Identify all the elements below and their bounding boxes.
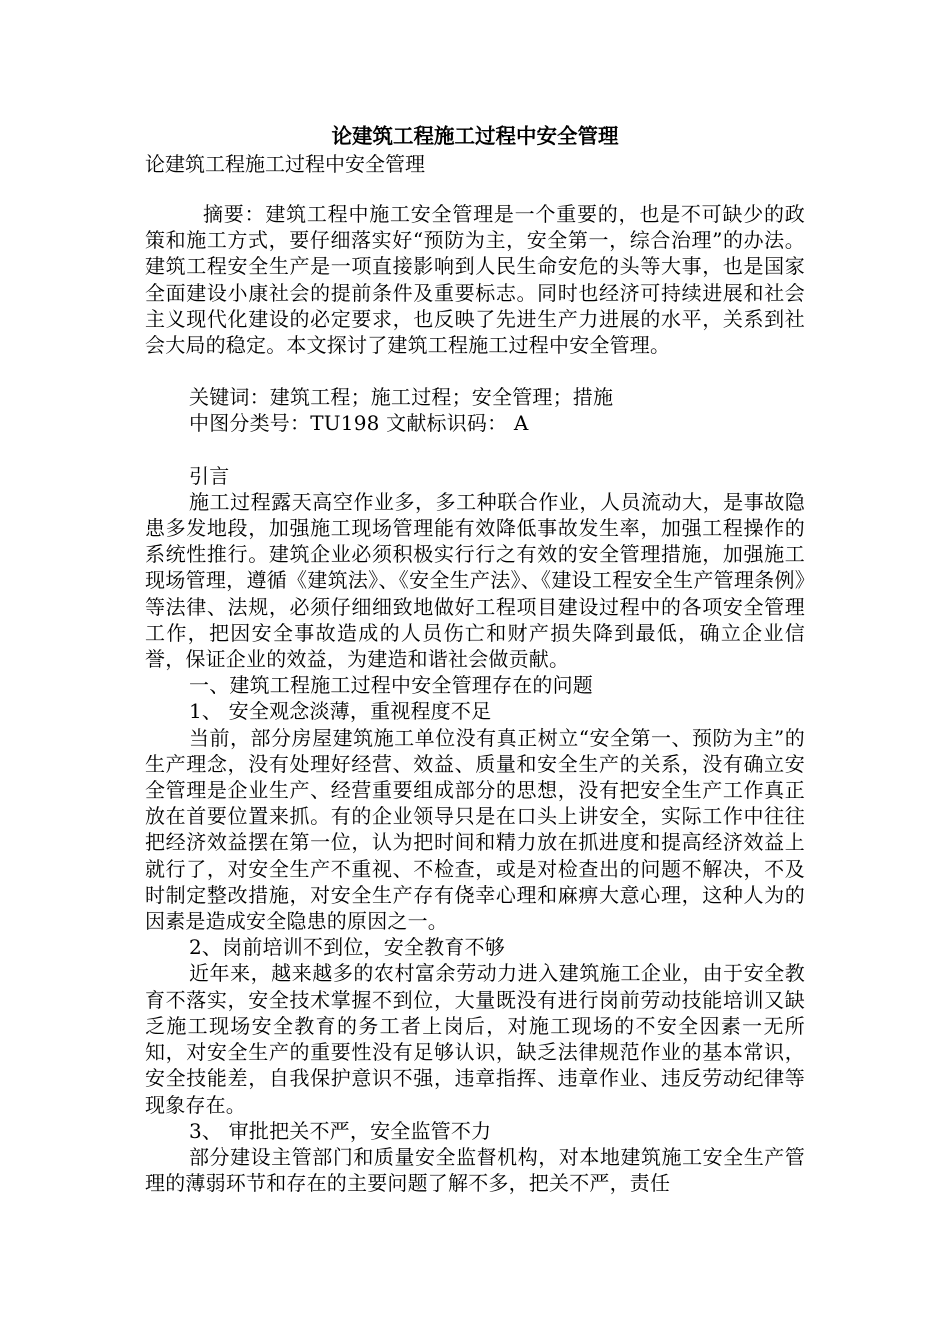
intro-paragraph: 施工过程露天高空作业多，多工种联合作业，人员流动大，是事故隐患多发地段，加强施工现场管理能有效降低事故发生率，加强工程操作的系统性推行。建筑企业必须积极实行行之有效的安全管理措施，加强施工现场管理，遵循《建筑法》、《安全生产法》、《建设工程安全生产管理条例》等法律、法规，必须仔细细致地做好工程项目建设过程中的各项安全管理工作，把因安全事故造成的人员伤亡和财产损失降到最低，确立企业信誉，保证企业的效益，为建造和谐社会做贡献。 <box>145 489 805 672</box>
subsection-heading-1: 1、 安全观念淡薄，重视程度不足 <box>189 699 492 724</box>
spacer <box>145 358 805 384</box>
document-subtitle: 论建筑工程施工过程中安全管理 <box>145 152 425 176</box>
spacer <box>145 437 805 463</box>
document-body <box>145 201 805 1196</box>
abstract-paragraph: 摘要：建筑工程中施工安全管理是一个重要的，也是不可缺少的政策和施工方式，要仔细落实好“预防为主，安全第一，综合治理”的办法。建筑工程安全生产是一项直接影响到人民生命安危的头等大事，也是国家全面建设小康社会的提前条件及重要标志。同时也经济可持续进展和社会主义现代化建设的必定要求，也反映了先进生产力进展的水平，关系到社会大局的稳定。本文探讨了建筑工程施工过程中安全管理。 <box>145 202 805 358</box>
intro-heading: 引言 <box>189 463 230 488</box>
subsection-paragraph-2: 近年来，越来越多的农村富余劳动力进入建筑施工企业，由于安全教育不落实，安全技术掌握不到位，大量既没有进行岗前劳动技能培训又缺乏施工现场安全教育的务工者上岗后，对施工现场的不安全因素一无所知，对安全生产的重要性没有足够认识，缺乏法律规范作业的基本常识，安全技能差，自我保护意识不强，违章指挥、违章作业、违反劳动纪律等现象存在。 <box>145 961 805 1117</box>
subsection-paragraph-1: 当前，部分房屋建筑施工单位没有真正树立“安全第一、预防为主”的生产理念，没有处理好经营、效益、质量和安全生产的关系，没有确立安全管理是企业生产、经营重要组成部分的思想，没有把安全生产工作真正放在首要位置来抓。有的企业领导只是在口头上讲安全，实际工作中往往把经济效益摆在第一位，认为把时间和精力放在抓进度和提高经济效益上就行了，对安全生产不重视、不检查，或是对检查出的问题不解决，不及时制定整改措施，对安全生产存有侥幸心理和麻痹大意心理，这种人为的因素是造成安全隐患的原因之一。 <box>145 725 805 934</box>
subsection-heading-3: 3、 审批把关不严，安全监管不力 <box>189 1118 492 1143</box>
document-title: 论建筑工程施工过程中安全管理 <box>331 124 619 148</box>
keywords-line: 关键词：建筑工程；施工过程；安全管理；措施 <box>189 385 614 410</box>
subsection-paragraph-3: 部分建设主管部门和质量安全监督机构，对本地建筑施工安全生产管理的薄弱环节和存在的主要问题了解不多，把关不严，责任 <box>145 1144 805 1196</box>
section-heading: 一、建筑工程施工过程中安全管理存在的问题 <box>189 673 593 698</box>
classification-line: 中图分类号：TU198 文献标识码： A <box>189 411 529 436</box>
subsection-heading-2: 2、岗前培训不到位，安全教育不够 <box>189 935 505 960</box>
